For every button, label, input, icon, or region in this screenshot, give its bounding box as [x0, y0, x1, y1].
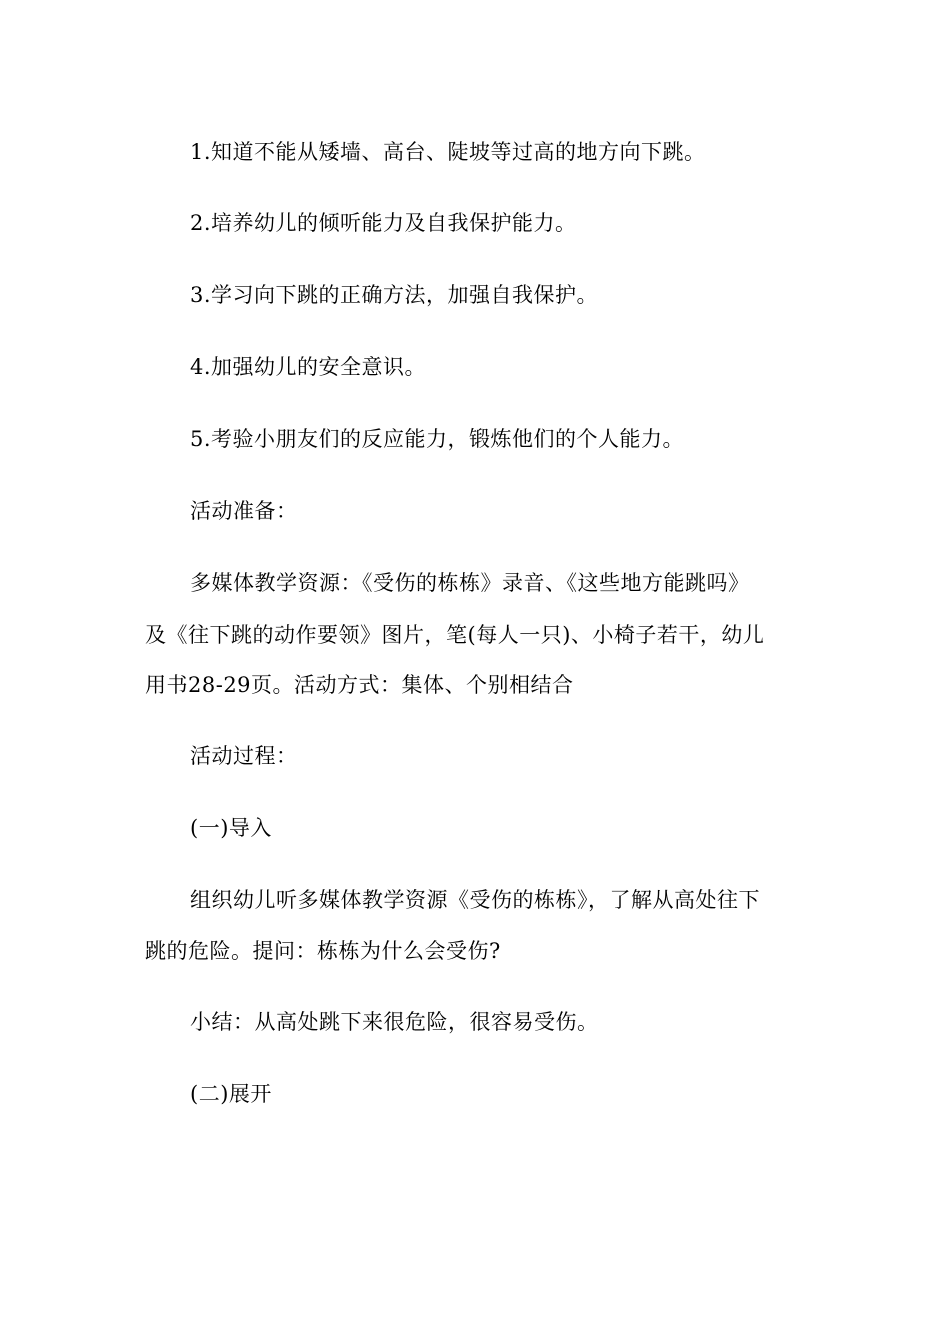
objective-1: 1.知道不能从矮墙、高台、陡坡等过高的地方向下跳。 — [190, 140, 706, 164]
process-heading: 活动过程： — [190, 744, 298, 768]
preparation-heading: 活动准备： — [190, 499, 298, 523]
preparation-line-2: 及《往下跳的动作要领》图片，笔(每人一只)、小椅子若干，幼儿 — [145, 623, 765, 647]
preparation-line-3: 用书28-29页。活动方式：集体、个别相结合 — [145, 673, 574, 697]
section-two-heading: (二)展开 — [190, 1082, 272, 1106]
objective-5: 5.考验小朋友们的反应能力，锻炼他们的个人能力。 — [190, 427, 685, 451]
objective-2: 2.培养幼儿的倾听能力及自我保护能力。 — [190, 211, 577, 235]
preparation-line-1: 多媒体教学资源：《受伤的栋栋》录音、《这些地方能跳吗》 — [190, 571, 750, 595]
objective-3: 3.学习向下跳的正确方法，加强自我保护。 — [190, 283, 599, 307]
section-one-line-2: 跳的危险。提问：栋栋为什么会受伤? — [145, 939, 501, 963]
summary-text: 小结：从高处跳下来很危险，很容易受伤。 — [190, 1010, 599, 1034]
section-one-heading: (一)导入 — [190, 816, 272, 840]
section-one-line-1: 组织幼儿听多媒体教学资源《受伤的栋栋》，了解从高处往下 — [190, 888, 760, 912]
objective-4: 4.加强幼儿的安全意识。 — [190, 355, 427, 379]
